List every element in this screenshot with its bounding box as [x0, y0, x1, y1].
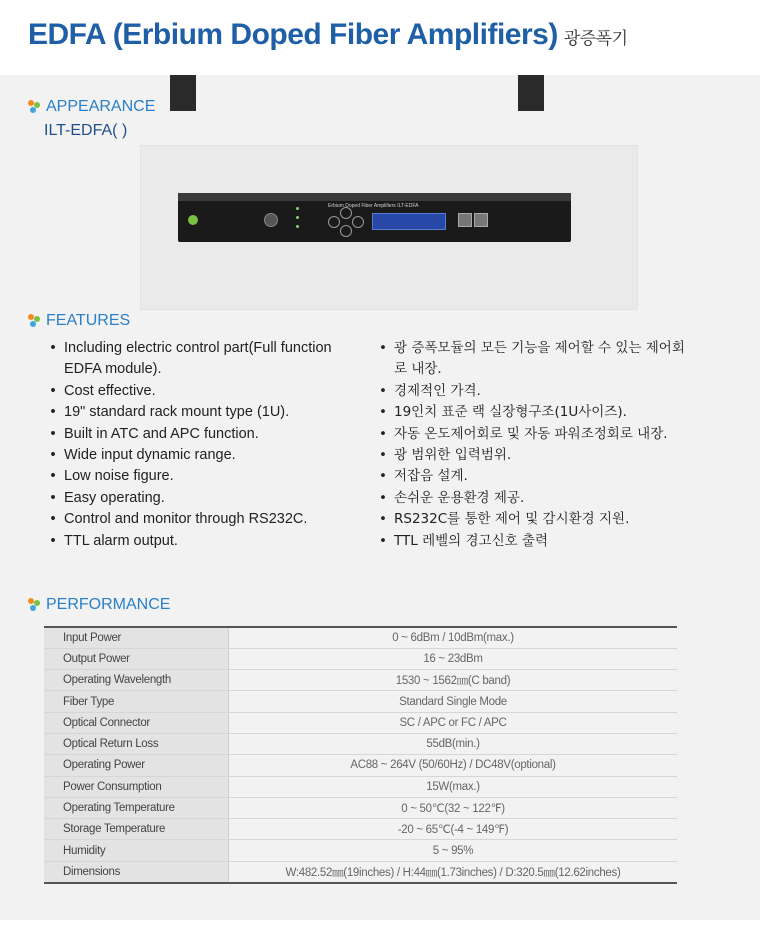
table-row: Storage Temperature -20 ~ 65℃(-4 ~ 149℉) — [44, 819, 677, 840]
list-item: • Cost effective. — [50, 382, 156, 399]
logo-icon — [188, 215, 198, 225]
page-footer — [0, 920, 760, 944]
list-item: • Built in ATC and APC function. — [50, 425, 259, 442]
table-row: Optical Connector SC / APC or FC / APC — [44, 712, 677, 733]
table-row: Output Power 16 ~ 23dBm — [44, 648, 677, 669]
list-item: • Including electric control part(Full function EDFA module). — [50, 340, 332, 378]
model-name: ILT-EDFA( ) — [44, 122, 128, 139]
features-heading — [28, 312, 130, 330]
lcd-display — [372, 213, 446, 230]
navigation-buttons-icon — [328, 207, 362, 235]
device-front-panel — [178, 193, 571, 242]
appearance-heading — [28, 98, 155, 116]
list-item: • 자동 온도제어회로 및 자동 파워조정회로 내장. — [379, 425, 668, 442]
features-en — [42, 338, 364, 552]
list-item: • Control and monitor through RS232C. — [50, 511, 308, 528]
section-bullet-icon — [28, 598, 42, 612]
page-title — [28, 18, 628, 52]
list-item: • 19" standard rack mount type (1U). — [50, 404, 290, 421]
product-photo — [140, 145, 638, 310]
port-icon — [458, 213, 472, 227]
list-item: • 19인치 표준 랙 실장형구조(1U사이즈). — [379, 404, 627, 421]
rack-ear-left — [170, 75, 196, 111]
list-item: • Low noise figure. — [50, 468, 174, 485]
appearance-title: APPEARANCE — [46, 98, 156, 115]
table-row: Operating Power AC88 ~ 264V (50/60Hz) / DC48V(optional) — [44, 755, 677, 776]
rack-ear-right — [518, 75, 544, 111]
list-item: • TTL 레벨의 경고신호 출력 — [379, 532, 549, 549]
table-row: Operating Temperature 0 ~ 50℃(32 ~ 122℉) — [44, 797, 677, 818]
title-ko: 광증폭기 — [563, 29, 628, 49]
section-bullet-icon — [28, 314, 42, 328]
table-row: Input Power 0 ~ 6dBm / 10dBm(max.) — [44, 627, 677, 648]
list-item: • TTL alarm output. — [50, 532, 178, 549]
features-ko — [372, 338, 692, 552]
key-switch-icon — [264, 213, 278, 227]
list-item: • Easy operating. — [50, 489, 165, 506]
list-item: • RS232C를 통한 제어 및 감시환경 지원. — [379, 511, 630, 528]
page-header — [0, 0, 760, 75]
led-indicators — [296, 207, 326, 235]
title-en: EDFA (Erbium Doped Fiber Amplifiers) — [28, 18, 558, 51]
section-bullet-icon — [28, 100, 42, 114]
table-row: Dimensions W:482.52㎜(19inches) / H:44㎜(1.73inches) / D:320.5㎜(12.62inches) — [44, 861, 677, 882]
list-item: • 저잡음 설계. — [379, 468, 468, 485]
table-row: Optical Return Loss 55dB(min.) — [44, 733, 677, 754]
performance-title: PERFORMANCE — [46, 596, 171, 613]
list-item: • 광 범위한 입력범위. — [379, 447, 512, 464]
performance-table — [44, 626, 677, 884]
list-item: • 손쉬운 운용환경 제공. — [379, 489, 525, 506]
table-row: Fiber Type Standard Single Mode — [44, 691, 677, 712]
device-label: Erbium Doped Fiber Amplifiers ILT-EDFA — [328, 203, 419, 209]
list-item: • 경제적인 가격. — [379, 382, 481, 399]
table-row: Power Consumption 15W(max.) — [44, 776, 677, 797]
list-item: • Wide input dynamic range. — [50, 447, 236, 464]
table-row: Operating Wavelength 1530 ~ 1562㎚(C band) — [44, 670, 677, 691]
port-icon — [474, 213, 488, 227]
features-title: FEATURES — [46, 312, 131, 329]
performance-heading — [28, 596, 170, 614]
table-row: Humidity 5 ~ 95% — [44, 840, 677, 861]
list-item: • 광 증폭모듈의 모든 기능을 제어할 수 있는 제어회로 내장. — [379, 340, 685, 378]
